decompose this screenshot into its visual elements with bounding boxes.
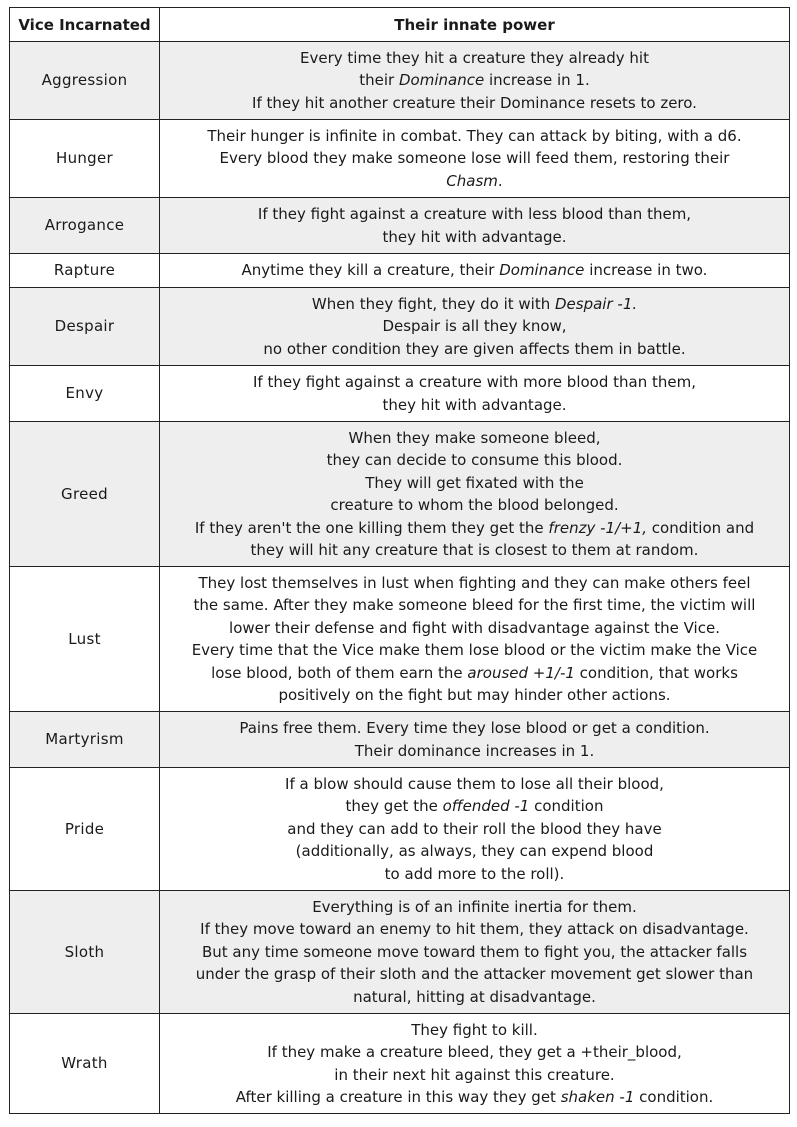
- power-text-line: [166, 840, 783, 863]
- power-text-line: [166, 47, 783, 70]
- power-text: they hit with advantage.: [382, 227, 567, 246]
- power-text-line: [166, 69, 783, 92]
- power-text: they hit with advantage.: [382, 395, 567, 414]
- innate-power-cell: [160, 366, 790, 422]
- power-text: to add more to the roll).: [384, 864, 565, 883]
- vice-name-cell: Pride: [10, 768, 160, 891]
- power-text-line: [166, 941, 783, 964]
- innate-power-cell: [160, 567, 790, 712]
- power-text-line: [166, 963, 783, 986]
- innate-power-cell: [160, 712, 790, 768]
- table-row: [10, 1014, 790, 1114]
- vice-name-cell: Sloth: [10, 891, 160, 1014]
- vice-name-cell: Envy: [10, 366, 160, 422]
- power-text: Pains free them. Every time they lose blood or get a condition.: [239, 719, 710, 737]
- power-text: condition, that works: [574, 663, 738, 682]
- power-text-line: [166, 918, 783, 941]
- power-text: They lost themselves in lust when fighting and they can make others feel: [198, 573, 751, 592]
- power-text: Every time they hit a creature they already hit: [300, 48, 649, 67]
- power-text-line: [166, 773, 783, 796]
- power-text-line: [166, 818, 783, 841]
- power-text-line: [166, 795, 783, 818]
- condition-term: Dominance: [399, 71, 485, 90]
- vice-name-cell: Greed: [10, 422, 160, 567]
- table-row: [10, 366, 790, 422]
- power-text: condition: [529, 797, 604, 816]
- power-text-line: [166, 517, 783, 540]
- power-text-line: [166, 371, 783, 394]
- power-text: increase in 1.: [484, 71, 590, 90]
- power-text-line: [166, 125, 783, 148]
- vice-name-cell: Rapture: [10, 254, 160, 288]
- power-text: their: [359, 71, 399, 90]
- condition-term: shaken -1: [560, 1088, 635, 1106]
- innate-power-cell: [160, 42, 790, 120]
- power-text-line: [166, 740, 783, 763]
- power-text: After killing a creature in this way they get: [235, 1088, 561, 1106]
- power-text: increase in two.: [584, 261, 708, 280]
- power-text: under the grasp of their sloth and the attacker movement get slower than: [195, 965, 754, 984]
- vice-name-cell: Wrath: [10, 1014, 160, 1114]
- power-text-line: [166, 986, 783, 1009]
- vice-name-cell: Hunger: [10, 120, 160, 198]
- power-text: no other condition they are given affects them in battle.: [263, 339, 686, 358]
- power-text: they get the: [345, 797, 443, 816]
- power-text: If they fight against a creature with less blood than them,: [257, 205, 692, 223]
- power-text: condition and: [647, 518, 755, 537]
- table-row: [10, 198, 790, 254]
- power-text: But any time someone move toward them to fight you, the attacker falls: [201, 942, 748, 961]
- innate-power-cell: [160, 768, 790, 891]
- power-text-line: [166, 427, 783, 450]
- power-text: If they make a creature bleed, they get a +their_blood,: [267, 1043, 682, 1061]
- innate-power-cell: [160, 1014, 790, 1114]
- power-text: they will hit any creature that is closest to them at random.: [250, 541, 699, 559]
- power-text-line: [166, 259, 783, 282]
- power-text: .: [497, 171, 503, 190]
- table-row: [10, 891, 790, 1014]
- power-text: and they can add to their roll the blood they have: [287, 819, 662, 838]
- power-text-line: [166, 315, 783, 338]
- power-text: If they fight against a creature with more blood than them,: [253, 373, 696, 391]
- power-text: (additionally, as always, they can expend blood: [295, 842, 654, 861]
- power-text: They will get fixated with the: [365, 473, 584, 492]
- table-row: [10, 422, 790, 567]
- power-text-line: [166, 472, 783, 495]
- condition-term: Dominance: [499, 261, 585, 280]
- innate-power-cell: [160, 198, 790, 254]
- power-text: they can decide to consume this blood.: [326, 451, 623, 469]
- power-text: positively on the fight but may hinder other actions.: [278, 686, 671, 704]
- power-text-line: [166, 639, 783, 662]
- power-text-line: [166, 1019, 783, 1042]
- header-innate-power: Their innate power: [160, 8, 790, 42]
- power-text-line: [166, 494, 783, 517]
- power-text-line: [166, 863, 783, 886]
- power-text-line: [166, 203, 783, 226]
- power-text: the same. After they make someone bleed for the first time, the victim will: [193, 596, 756, 614]
- power-text-line: [166, 147, 783, 170]
- table-row: [10, 120, 790, 198]
- power-text: If they aren't the one killing them they get the: [194, 518, 549, 537]
- vice-name-cell: Aggression: [10, 42, 160, 120]
- condition-term: Despair -1.: [555, 294, 638, 313]
- power-text: Everything is of an infinite inertia for them.: [312, 897, 637, 916]
- condition-term: offended -1: [442, 797, 530, 816]
- power-text-line: [166, 394, 783, 417]
- power-text-line: [166, 170, 783, 193]
- power-text: condition.: [634, 1088, 714, 1106]
- power-text: natural, hitting at disadvantage.: [353, 987, 596, 1006]
- table-row: [10, 254, 790, 288]
- vice-name-cell: Despair: [10, 288, 160, 366]
- condition-term: aroused +1/-1: [467, 663, 575, 682]
- power-text-line: [166, 1086, 783, 1109]
- power-text-line: [166, 572, 783, 595]
- vice-power-table: [9, 7, 790, 1114]
- power-text-line: [166, 684, 783, 707]
- table-row: [10, 712, 790, 768]
- power-text-line: [166, 1041, 783, 1064]
- table-header-row: [10, 8, 790, 42]
- power-text: lose blood, both of them earn the: [211, 663, 468, 682]
- power-text-line: [166, 92, 783, 115]
- vice-name-cell: Lust: [10, 567, 160, 712]
- power-text: If they move toward an enemy to hit them, they attack on disadvantage.: [200, 920, 749, 939]
- table-row: [10, 42, 790, 120]
- power-text-line: [166, 594, 783, 617]
- power-text: When they make someone bleed,: [348, 428, 601, 447]
- power-text-line: [166, 293, 783, 316]
- table-row: [10, 288, 790, 366]
- power-text-line: [166, 449, 783, 472]
- power-text: Every blood they make someone lose will feed them, restoring their: [219, 149, 730, 168]
- power-text-line: [166, 717, 783, 740]
- vice-name-cell: Martyrism: [10, 712, 160, 768]
- power-text-line: [166, 617, 783, 640]
- power-text: If a blow should cause them to lose all their blood,: [285, 774, 664, 793]
- innate-power-cell: [160, 422, 790, 567]
- innate-power-cell: [160, 120, 790, 198]
- power-text: Despair is all they know,: [382, 317, 567, 336]
- power-text-line: [166, 539, 783, 562]
- innate-power-cell: [160, 254, 790, 288]
- header-vice-incarnated: Vice Incarnated: [10, 8, 160, 42]
- power-text: in their next hit against this creature.: [334, 1065, 615, 1084]
- power-text: Anytime they kill a creature, their: [241, 261, 500, 280]
- power-text: creature to whom the blood belonged.: [330, 496, 619, 514]
- power-text-line: [166, 1064, 783, 1087]
- power-text: Their dominance increases in 1.: [354, 741, 595, 760]
- table-row: [10, 567, 790, 712]
- power-text-line: [166, 338, 783, 361]
- innate-power-cell: [160, 891, 790, 1014]
- vice-name-cell: Arrogance: [10, 198, 160, 254]
- power-text: They fight to kill.: [411, 1020, 538, 1039]
- innate-power-cell: [160, 288, 790, 366]
- power-text: lower their defense and fight with disadvantage against the Vice.: [229, 618, 720, 637]
- power-text: Every time that the Vice make them lose blood or the victim make the Vice: [191, 641, 758, 659]
- power-text-line: [166, 226, 783, 249]
- power-text-line: [166, 662, 783, 685]
- power-text: Their hunger is infinite in combat. They can attack by biting, with a d6.: [207, 126, 742, 145]
- power-text-line: [166, 896, 783, 919]
- power-text: When they fight, they do it with: [311, 294, 555, 313]
- power-text: If they hit another creature their Dominance resets to zero.: [252, 93, 697, 112]
- table-row: [10, 768, 790, 891]
- condition-term: Chasm: [446, 171, 498, 190]
- condition-term: frenzy -1/+1,: [548, 518, 648, 537]
